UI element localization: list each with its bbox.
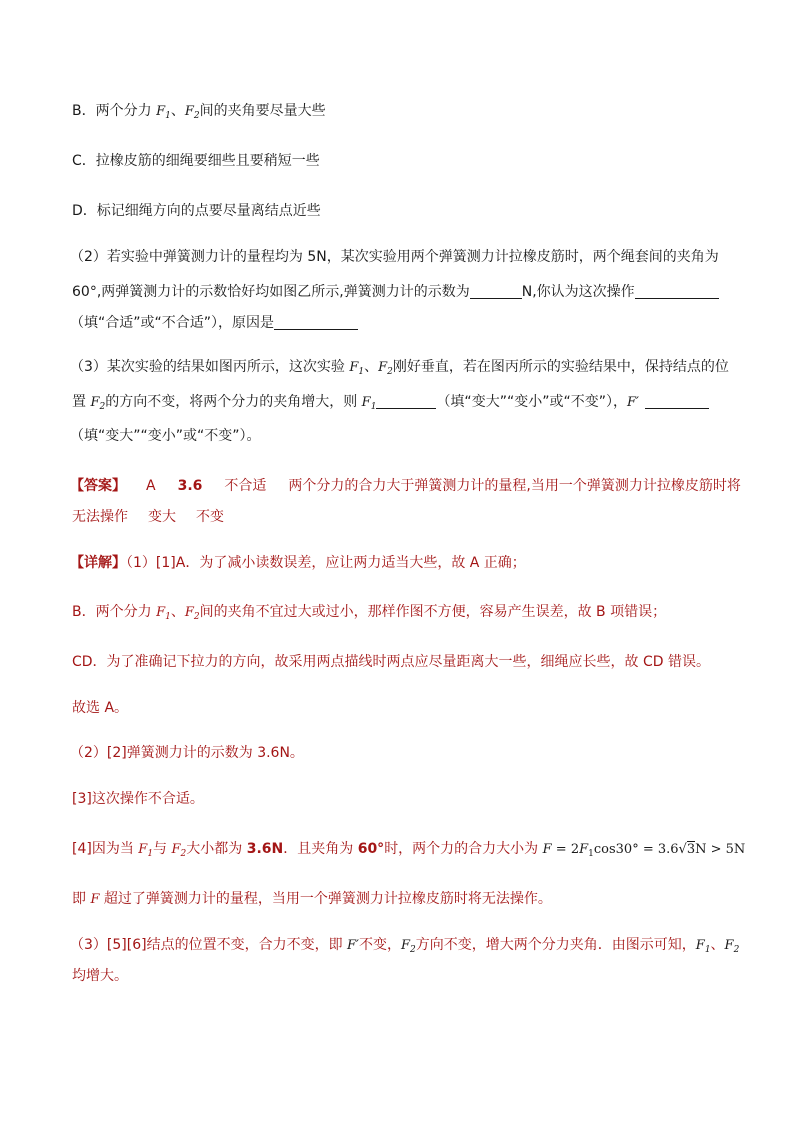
option-b-tail: 间的夹角要尽量大些 [199,103,326,119]
f-prime-symbol: F′ [626,395,639,410]
detail-label: 【详解】 [70,555,126,571]
detail-line-2: B．两个分力 $F_1$、$F_2$间的夹角不宜过大或过小，那样作图不方便，容易产生误差，故 B 项错误； [72,604,667,622]
detail-line-3: CD．为了准确记下拉力的方向，故采用两点描线时两点应尽量距离大一些，细绳应长些，故 CD 错误。 [72,654,711,670]
answer-blank-fprime [645,394,709,409]
answer-line-1 [70,476,741,496]
answer-6: 不变 [196,509,224,525]
f1-symbol: $F_1$ [156,104,171,121]
detail-line-1: 【详解】（1）[1]A．为了减小读数误差，应让两力适当大些，故 A 正确； [70,555,526,571]
detail-line-7: [4]因为当 $F_1$与 $F_2$大小都为 3.6N．且夹角为 60°时，两个力的合力大小为 $F = 2F_1\cos 30^\circ = 3.6√3N > 5N$ [72,841,746,859]
resultant-equation: $F = 2F_1\cos 30^\circ = 3.6√3N > 5N$ [542,842,746,859]
detail-line-10: 均增大。 [72,968,128,984]
q2-line-2: 60°,两弹簧测力计的示数恰好均如图乙所示,弹簧测力计的示数为 N,你认为这次操作 [72,282,719,302]
q2-line-3: （填“合适”或“不合适”），原因是 [70,313,358,333]
answer-line-2: 无法操作 变大 不变 [72,509,224,525]
answer-blank-f1 [376,394,436,409]
answer-blank-reason [274,315,358,330]
option-c: C．拉橡皮筋的细绳要细些且要稍短一些 [72,153,320,169]
detail-line-9: （3）[5][6]结点的位置不变，合力不变，即 F′不变，$F_2$方向不变，增大两个分力夹角．由图示可知，$F_1$、$F_2$ [70,937,740,955]
answer-3: 不合适 [224,478,267,494]
answer-blank-reading [470,284,522,299]
q3-line-3: （填“变大”“变小”或“不变”）。 [70,428,261,444]
answer-1: A [146,478,156,494]
answer-blank-suitability [635,284,719,299]
f2-symbol: $F_2$ [184,104,200,121]
option-b-text: B．两个分力 [72,103,157,119]
answer-label: 【答案】 [70,478,126,494]
answer-2: 3.6 [177,478,203,494]
option-d: D．标记细绳方向的点要尽量离结点近些 [72,203,321,219]
option-b [72,101,326,122]
detail-line-5: （2）[2]弹簧测力计的示数为 3.6N。 [70,745,304,761]
q3-line-2: 置 $F_2$的方向不变，将两个分力的夹角增大，则 $F_1$ （填“变大”“变小”或“不变”），F′ [72,392,709,413]
q2-line-1: （2）若实验中弹簧测力计的量程均为 5N，某次实验用两个弹簧测力计拉橡皮筋时，两个绳套间的夹角为 [70,249,719,265]
detail-line-8: 即 F 超过了弹簧测力计的量程，当用一个弹簧测力计拉橡皮筋时将无法操作。 [72,891,552,907]
answer-5: 变大 [148,509,176,525]
answer-4: 两个分力的合力大于弹簧测力计的量程,当用一个弹簧测力计拉橡皮筋时将 [288,478,741,494]
detail-line-4: 故选 A。 [72,700,129,716]
q3-line-1: （3）某次实验的结果如图丙所示，这次实验 $F_1$、$F_2$刚好垂直，若在图丙所示的实验结果中，保持结点的位 [70,359,729,377]
separator: 、 [170,103,185,119]
detail-line-6: [3]这次操作不合适。 [72,791,204,807]
